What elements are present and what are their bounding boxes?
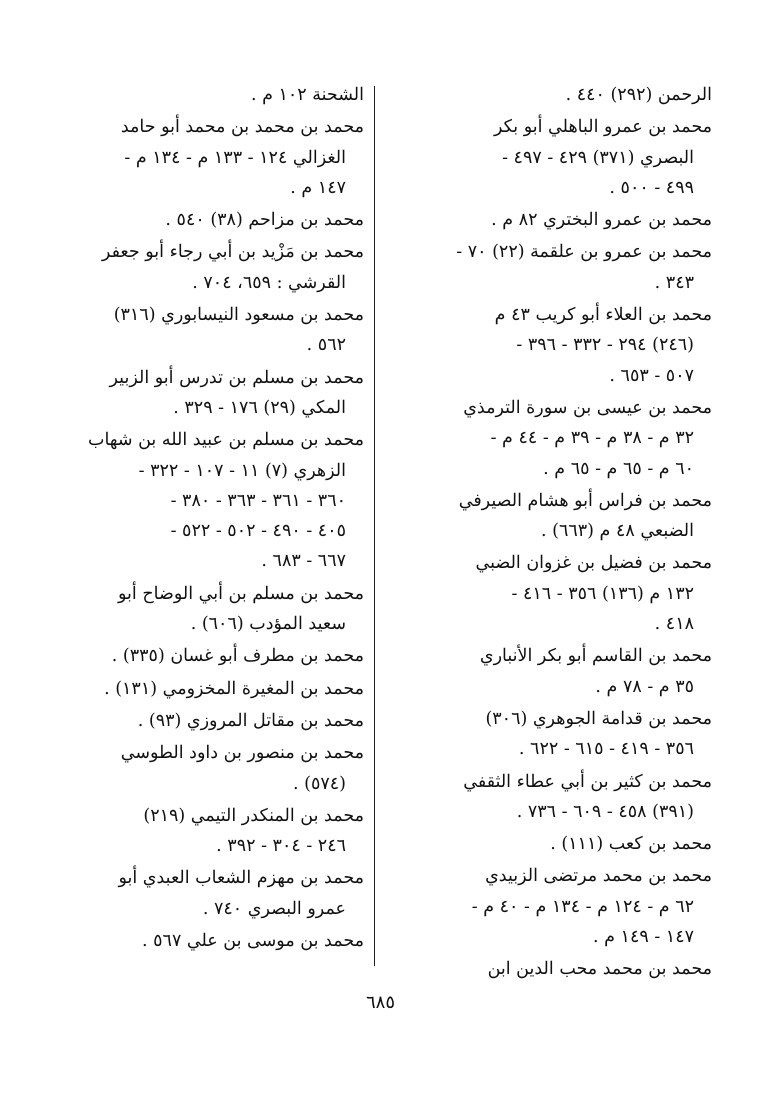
index-entry: [46, 363, 364, 424]
entry-name: محمد بن مَزْيد بن أبي رجاء أبو جعفر: [101, 242, 364, 263]
entry-name: محمد بن كعب (١١١) .: [550, 834, 712, 855]
entry-pages: (٥٧٤) .: [293, 773, 346, 794]
entry-name: محمد بن محمد مرتضى الزبيدي: [485, 866, 712, 887]
entry-pages: ٣٥ م - ٧٨ م .: [595, 676, 694, 697]
right-column: [394, 80, 712, 987]
index-entry: [394, 112, 712, 203]
index-entry: [46, 237, 364, 298]
entry-pages: المكي (٢٩) ١٧٦ - ٣٢٩ .: [173, 397, 346, 418]
index-entry: [46, 674, 364, 704]
entry-name: محمد بن القاسم أبو بكر الأنباري: [479, 646, 712, 667]
entry-name: محمد بن المنكدر التيمي (٢١٩): [143, 805, 364, 826]
entry-name: محمد بن مزاحم (٣٨) ٥٤٠ .: [165, 210, 364, 231]
entry-name: الشحنة ١٠٢ م .: [250, 85, 364, 105]
entry-name: محمد بن فضيل بن غزوان الضبي: [475, 553, 712, 574]
index-entry: [46, 112, 364, 203]
index-entry: [46, 205, 364, 235]
entry-name: محمد بن عمرو بن علقمة (٢٢) ٧٠ -: [456, 242, 712, 263]
entry-name: محمد بن عمرو الباهلي أبو بكر: [493, 117, 712, 138]
entry-name: محمد بن مقاتل المروزي (٩٣) .: [137, 710, 364, 731]
entry-name: محمد بن مسعود النيسابوري (٣١٦): [113, 305, 364, 326]
index-entry: [394, 954, 712, 984]
index-entry: [46, 80, 364, 110]
entry-name: محمد بن محمد محب الدين ابن: [487, 959, 712, 980]
index-entry: [394, 486, 712, 547]
index-entry: [46, 863, 364, 924]
index-entry: [394, 548, 712, 639]
entry-pages: ٥٦٢ .: [306, 335, 346, 356]
entry-pages: ٣٦٠ - ٣٦١ - ٣٦٣ - ٣٨٠ -: [170, 490, 346, 511]
entry-name: محمد بن كثير بن أبي عطاء الثقفي: [463, 771, 712, 792]
entry-name: محمد بن منصور بن داود الطوسي: [120, 743, 364, 764]
index-entry: [46, 579, 364, 640]
page-number: ٦٨٥: [365, 992, 395, 1013]
index-entry: [394, 767, 712, 828]
entry-pages: ١٤٧ م .: [290, 177, 346, 198]
index-entry: [394, 393, 712, 484]
entry-name: محمد بن مطرف أبو غسان (٣٣٥) .: [111, 646, 364, 667]
entry-pages: الزهري (٧) ١١ - ١٠٧ - ٣٢٢ -: [138, 460, 346, 481]
entry-pages: ٢٤٦ - ٣٠٤ - ٣٩٢ .: [216, 836, 346, 857]
entry-pages: (٢٤٦) ٢٩٤ - ٣٣٢ - ٣٩٦ -: [516, 335, 694, 356]
index-entry: [46, 300, 364, 361]
index-entry: [394, 205, 712, 235]
entry-name: محمد بن مسلم بن أبي الوضاح أبو: [118, 583, 364, 604]
index-entry: [394, 80, 712, 110]
entry-pages: ٦٦٧ - ٦٨٣ .: [261, 551, 346, 572]
index-entry: [394, 861, 712, 952]
entry-name: محمد بن مسلم بن عبيد الله بن شهاب: [87, 430, 364, 451]
column-divider: [374, 86, 375, 966]
entry-pages: ٦٢ م - ١٢٤ م - ١٣٤ م - ٤٠ م -: [471, 896, 694, 917]
entry-pages: (٣٩١) ٤٥٨ - ٦٠٩ - ٧٣٦ .: [516, 801, 694, 822]
entry-pages: سعيد المؤدب (٦٠٦) .: [190, 614, 346, 635]
entry-pages: ١٤٧ - ١٤٩ م .: [593, 927, 694, 948]
entry-name: محمد بن العلاء أبو كريب ٤٣ م: [494, 305, 712, 326]
entry-pages: ٥٠٧ - ٦٥٣ .: [609, 365, 694, 386]
index-entry: [46, 706, 364, 736]
index-entry: [46, 738, 364, 799]
entry-name: الرحمن (٢٩٢) ٤٤٠ .: [565, 85, 712, 105]
entry-pages: ١٣٢ م (١٣٦) ٣٥٦ - ٤١٦ -: [511, 583, 694, 604]
index-entry: [46, 801, 364, 862]
entry-pages: القرشي : ٦٥٩، ٧٠٤ .: [192, 272, 346, 293]
entry-name: محمد بن عيسى بن سورة الترمذي: [463, 397, 712, 418]
left-column: [46, 80, 364, 958]
entry-name: محمد بن محمد بن محمد أبو حامد: [120, 117, 364, 138]
entry-pages: ٣٢ م - ٣٨ م - ٣٩ م - ٤٤ م -: [490, 428, 694, 449]
index-entry: [394, 300, 712, 391]
entry-name: محمد بن المغيرة المخزومي (١٣١) .: [104, 678, 364, 699]
index-entry: [394, 641, 712, 702]
entry-pages: ٣٥٦ - ٤١٩ - ٦١٥ - ٦٢٢ .: [518, 739, 694, 760]
entry-name: محمد بن فراس أبو هشام الصيرفي: [458, 490, 712, 511]
entry-name: محمد بن مسلم بن تدرس أبو الزبير: [109, 367, 364, 388]
entry-pages: البصري (٣٧١) ٤٢٩ - ٤٩٧ -: [502, 147, 694, 168]
entry-pages: الضبعي ٤٨ م (٦٦٣) .: [540, 521, 694, 542]
index-entry: [394, 829, 712, 859]
entry-name: محمد بن قدامة الجوهري (٣٠٦): [485, 708, 712, 729]
entry-pages: عمرو البصري ٧٤٠ .: [202, 898, 346, 919]
entry-pages: ٤٩٩ - ٥٠٠ .: [609, 177, 694, 198]
index-entry: [394, 237, 712, 298]
entry-pages: ٣٤٣ .: [654, 272, 694, 293]
entry-name: محمد بن مهزم الشعاب العبدي أبو: [118, 868, 364, 889]
index-entry: [394, 704, 712, 765]
entry-pages: ٤٠٥ - ٤٩٠ - ٥٠٢ - ٥٢٢ -: [170, 521, 346, 542]
entry-name: محمد بن موسى بن علي ٥٦٧ .: [142, 931, 364, 952]
entry-pages: الغزالي ١٢٤ - ١٣٣ م - ١٣٤ م -: [124, 147, 346, 168]
entry-name: محمد بن عمرو البختري ٨٢ م .: [491, 210, 712, 231]
index-entry: [46, 641, 364, 671]
entry-pages: ٦٠ م - ٦٥ م - ٦٥ م .: [543, 458, 694, 479]
entry-pages: ٤١٨ .: [654, 614, 694, 635]
index-entry: [46, 926, 364, 956]
index-entry: [46, 425, 364, 576]
